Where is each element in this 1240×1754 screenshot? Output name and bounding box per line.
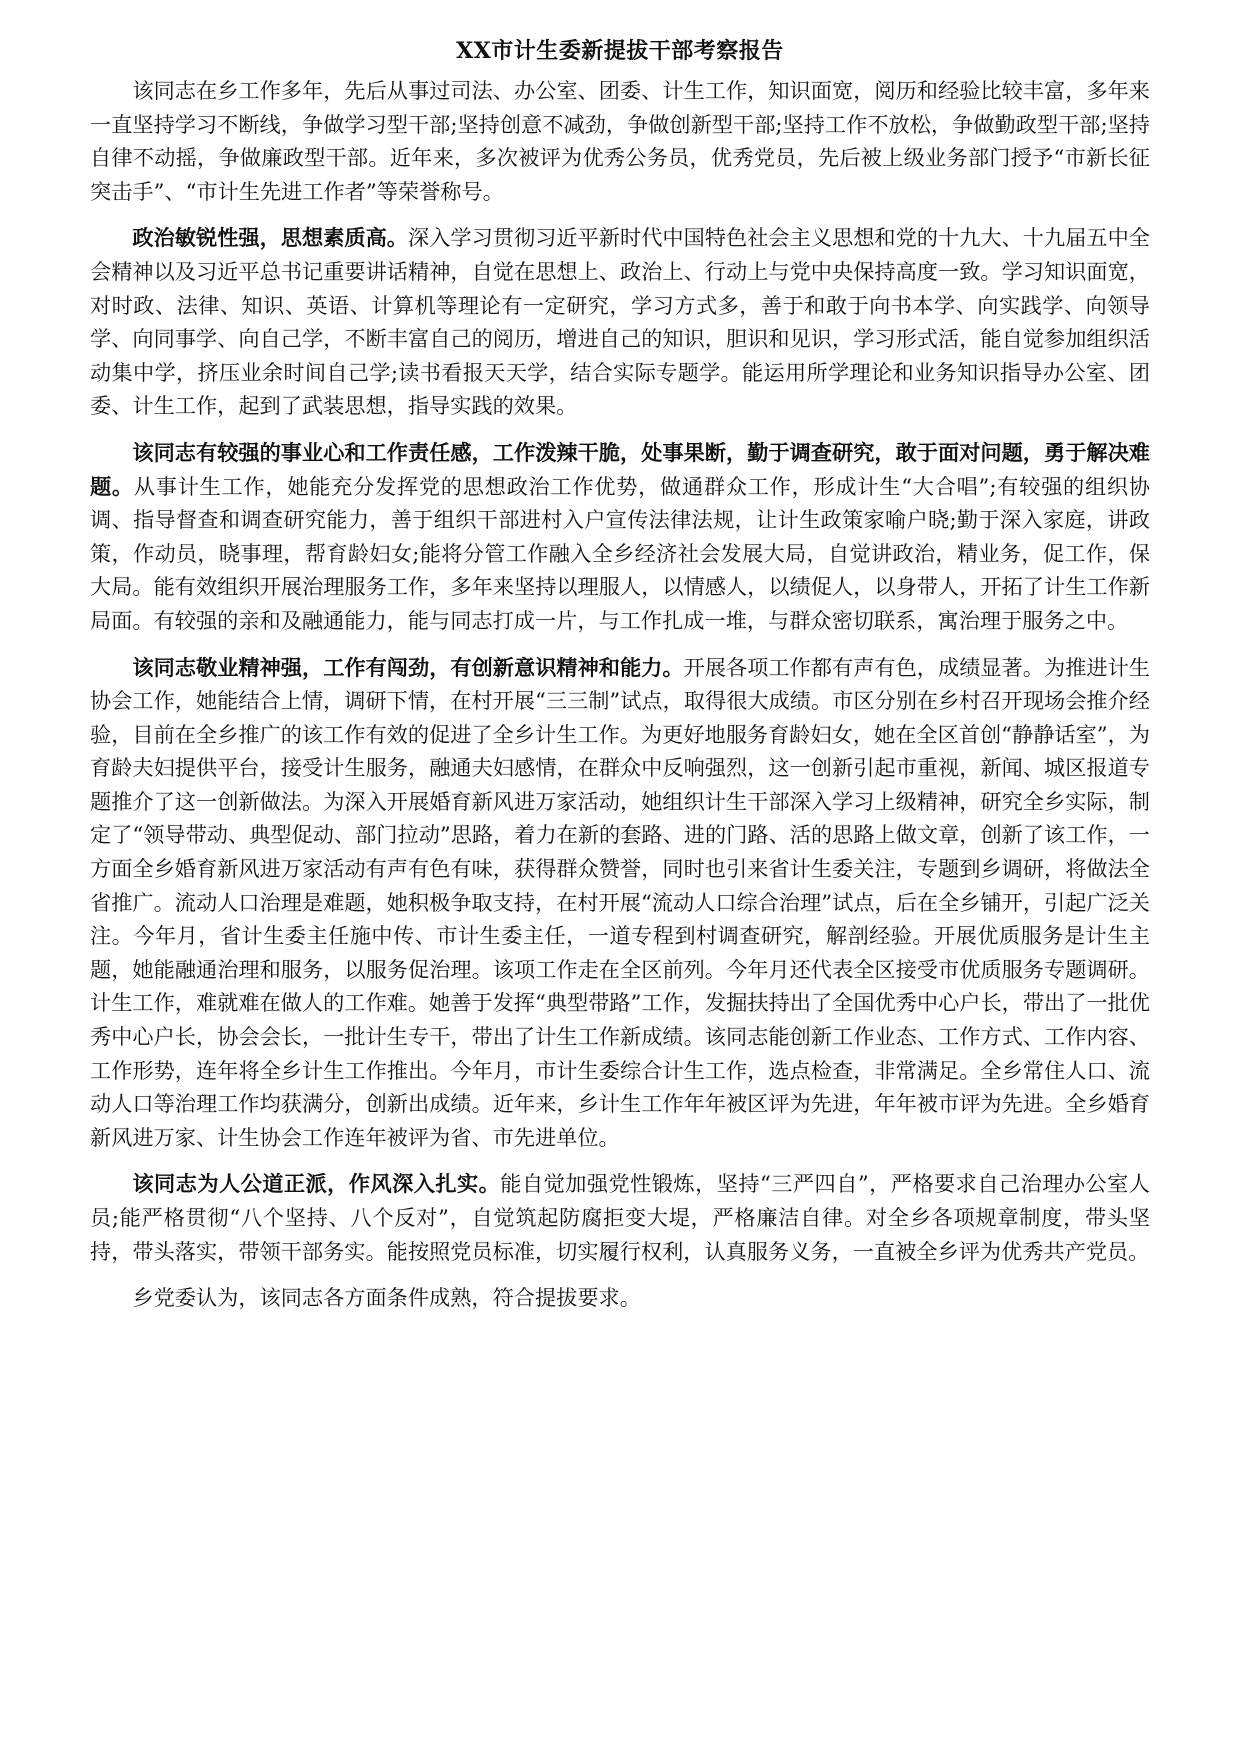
paragraph-intro [90,74,1150,208]
paragraph-integrity [90,1167,1150,1268]
paragraph-text: 深入学习贯彻习近平新时代中国特色社会主义思想和党的十九大、十九届五中全会精神以及习近平总书记重要讲话精神，自觉在思想上、政治上、行动上与党中央保持高度一致。学习知识面宽，对时政、法律、知识、英语、计算机等理论有一定研究，学习方式多，善于和敢于向书本学、向实践学、向领导学、向同事学、向自己学，不断丰富自己的阅历，增进自己的知识，胆识和见识，学习形式活，能自觉参加组织活动集中学，挤压业余时间自己学;读书看报天天学，结合实际专题学。能运用所学理论和业务知识指导办公室、团委、计生工作，起到了武装思想，指导实践的效果。 [90,225,1150,419]
document-page [90,30,1150,1328]
paragraph-lead: 该同志为人公道正派，作风深入扎实。 [132,1171,501,1197]
paragraph-text: 能自觉加强党性锻炼，坚持“三严四自”，严格要求自己治理办公室人员;能严格贯彻“八个坚持、八个反对”，自觉筑起防腐拒变大堤，严格廉洁自律。对全乡各项规章制度，带头坚持，带头落实，带领干部务实。能按照党员标准，切实履行权利，认真服务义务，一直被全乡评为优秀共产党员。 [90,1171,1150,1264]
paragraph-conclusion [90,1281,1150,1315]
paragraph-political-quality [90,221,1150,423]
document-title: XX市计生委新提拔干部考察报告 [456,38,784,64]
paragraph-text: 从事计生工作，她能充分发挥党的思想政治工作优势，做通群众工作，形成计生“大合唱”;有较强的组织协调、指导督查和调查研究能力，善于组织干部进村入户宣传法律法规，让计生政策家喻户晓;勤于深入家庭，讲政策，作动员，晓事理，帮育龄妇女;能将分管工作融入全乡经济社会发展大局，自觉讲政治，精业务，促工作，保大局。能有效组织开展治理服务工作，多年来坚持以理服人，以情感人，以绩促人，以身带人，开拓了计生工作新局面。有较强的亲和及融通能力，能与同志打成一片，与工作扎成一堆，与群众密切联系，寓治理于服务之中。 [90,473,1150,633]
paragraph-text: 乡党委认为，该同志各方面条件成熟，符合提拔要求。 [132,1285,641,1311]
paragraph-responsibility [90,436,1150,638]
paragraph-lead: 政治敏锐性强，思想素质高。 [132,225,408,251]
paragraph-innovation [90,651,1150,1155]
paragraph-lead: 该同志有较强的事业心和工作责任感，工作泼辣干脆，处事果断，勤于调查研究，敢于面对问题，勇于解决难题。 [90,439,1150,499]
paragraph-text: 开展各项工作都有声有色，成绩显著。为推进计生协会工作，她能结合上情，调研下情，在村开展“三三制”试点，取得很大成绩。市区分别在乡村召开现场会推介经验，目前在全乡推广的该工作有效的促进了全乡计生工作。为更好地服务育龄妇女，她在全区首创“静静话室”，为育龄夫妇提供平台，接受计生服务，融通夫妇感情，在群众中反响强烈，这一创新引起市重视，新闻、城区报道专题推介了这一创新做法。为深入开展婚育新风进万家活动，她组织计生干部深入学习上级精神，研究全乡实际，制定了“领导带动、典型促动、部门拉动”思路，着力在新的套路、进的门路、活的思路上做文章，创新了该工作，一方面全乡婚育新风进万家活动有声有色有味，获得群众赞誉，同时也引来省计生委关注，专题到乡调研，将做法全省推广。流动人口治理是难题，她积极争取支持，在村开展“流动人口综合治理”试点，后在全乡铺开，引起广泛关注。今年月，省计生委主任施中传、市计生委主任，一道专程到村调查研究，解剖经验。开展优质服务是计生主题，她能融通治理和服务，以服务促治理。该项工作走在全区前列。今年月还代表全区接受市优质服务专题调研。计生工作，难就难在做人的工作难。她善于发挥“典型带路”工作，发掘扶持出了全国优秀中心户长，带出了一批优秀中心户长，协会会长，一批计生专干，带出了计生工作新成绩。该同志能创新工作业态、工作方式、工作内容、工作形势，连年将全乡计生工作推出。今年月，市计生委综合计生工作，选点检查，非常满足。全乡常住人口、流动人口等治理工作均获满分，创新出成绩。近年来，乡计生工作年年被区评为先进，年年被市评为先进。全乡婚育新风进万家、计生协会工作连年被评为省、市先进单位。 [90,654,1150,1150]
paragraph-text: 该同志在乡工作多年，先后从事过司法、办公室、团委、计生工作，知识面宽，阅历和经验比较丰富，多年来一直坚持学习不断线，争做学习型干部;坚持创意不减劲，争做创新型干部;坚持工作不放松，争做勤政型干部;坚持自律不动摇，争做廉政型干部。近年来，多次被评为优秀公务员，优秀党员，先后被上级业务部门授予“市新长征突击手”、“市计生先进工作者”等荣誉称号。 [90,78,1150,204]
paragraph-lead: 该同志敬业精神强，工作有闯劲，有创新意识精神和能力。 [132,654,684,680]
